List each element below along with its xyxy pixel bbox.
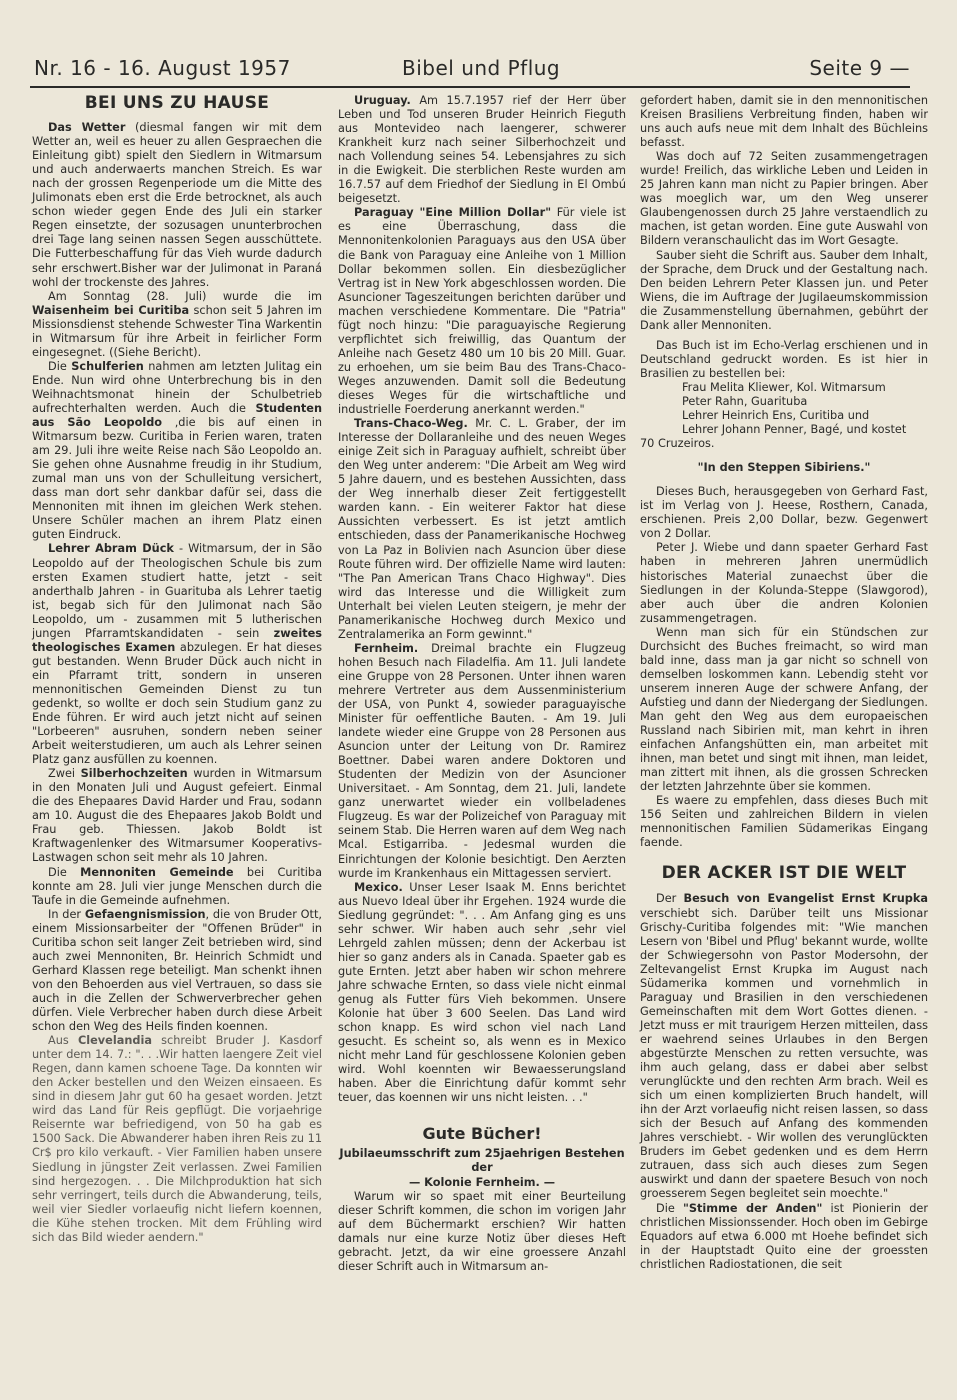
article-steppen-p3: Wenn man sich für ein Stündschen zur Durchsicht des Buches freimacht, so wird man bald inne, dass man ja gar nicht so schnell von demselben loskommen kann. Lebendig steht vor unserem inneren Auge der schwere Anfang, der Aufstieg und dann der Niedergang der Siedlungen. Man geht den Weg aus dem europaeischen Russland nach Sibirien mit, man kehrt in ihren einfachen Anfangshütten ein, man arbeitet mit ihnen, man betet und singt mit ihnen, man leidet, man zittert mit ihnen, als die grossen Schrecken der letzten Jahrzehnte über sie kommen. xyxy=(640,625,928,794)
article-jubilaeumsschrift: Warum wir so spaet mit einer Beurteilung dieser Schrift kommen, die schon im vorigen Jahr auf dem Büchermarkt erschien? Wir hatten damals nur eine kurze Notiz über dieses Heft gebracht. Jetzt, da wir eine groessere Anzahl dieser Schrift auch in Witmarsum an- xyxy=(338,1189,626,1273)
article-jubilaeum-cont: gefordert haben, damit sie in den mennonitischen Kreisen Brasiliens Verbreitung finden, haben wir uns auch aufs neue mit dem Inhalt des Büchleins befasst. xyxy=(640,94,928,150)
article-steppen-p2: Peter J. Wiebe und dann spaeter Gerhard Fast haben in mehreren Jahren unermüdlich historisches Material zunaechst über die Siedlungen in der Kolunda-Steppe (Slawgorod), aber auch über die andren Kolonien zusammengetragen. xyxy=(640,541,928,625)
column-2 xyxy=(338,94,626,1274)
article-wetter: Das Wetter (diesmal fangen wir mit dem Wetter an, weil es heuer zu allen Gespraechen die Einleitung gibt) spielt den Siedlern in Witmarsum und auch anderwaerts manchen Streich. Es war nach der grossen Regenperiode um die Mitte des Julimonats eben erst die Erde betrocknet, als auch schon wieder gegen Ende des Juli ein starker Regen einsetzte, der sozusagen ununterbrochen drei Tage lang seinen nassen Segen ausschüttete. Die Futterbeschaffung für das Vieh wurde dadurch sehr erschwert.Bisher war der Julimonat in Paraná wohl der trockenste des Jahres. xyxy=(32,121,322,289)
article-steppen-p1: Dieses Buch, herausgegeben von Gerhard Fast, ist im Verlag von J. Heese, Rosthern, Canada, erschienen. Preis 2,00 Dollar, bezw. Gegenwert von 2 Dollar. xyxy=(640,485,928,541)
article-paraguay-million: Paraguay "Eine Million Dollar" Für viele ist es eine Überraschung, dass die Mennonitenkolonien Paraguays aus den USA über die Bank von Paraguay eine Anleihe von 1 Million Dollar bekommen sollen. Ein diesbezüglicher Vertrag ist in New York abgeschlossen worden. Die Asuncioner Tageszeitungen berichten darüber und machen verschiedene Kommentare. Die "Patria" fügt noch hinzu: "Die paraguayische Regierung verpflichtet sich freiwillig, das Quantum der Anleihe nach Gesetz 480 um 10 bis 20 Mill. Guar. zu erhoehen, um sie beim Bau des Trans-Chaco-Weges anzuwenden. Damit soll die Bedeutung dieses Weges für die wirtschaftliche und industrielle Foerderung anerkannt werden." xyxy=(338,206,626,417)
article-uruguay: Uruguay. Am 15.7.1957 rief der Herr über Leben und Tod unseren Bruder Heinrich Fieguth aus Montevideo nach laengerer, schwerer Krankheit kurz nach seiner Silberhochzeit und nach Vollendung seines 54. Lebensjahres zu sich in die Ewigkeit. Die sterblichen Reste wurden am 16.7.57 auf dem Friedhof der Siedlung in El Ombú beigesetzt. xyxy=(338,94,626,206)
article-krupka: Der Besuch von Evangelist Ernst Krupka verschiebt sich. Darüber teilt uns Missionar Grischy-Curitiba folgendes mit: "Wie manchen Lesern von 'Bibel und Pflug' bekannt wurde, wollte der Schwiegersohn von Pastor Modersohn, der Zeltevangelist Ernst Krupka im August nach Südamerika kommen und vornehmlich in Paraguay und Brasilien in den verschiedenen Gemeinschaften mit dem Wort Gottes dienen. - Jetzt muss er mit traurigem Herzen mitteilen, dass er waehrend seines Urlaubes in den Bergen abgestürzte Menschen zu retten versuchte, was ihm auch gelang, dass er dabei aber selbst verunglückte und den rechten Arm brach. Weil es sich um einen komplizierten Bruch handelt, will ihn der Arzt vorlaeufig nicht reisen lassen, so dass sich der Besuch auf Anfang des kommenden Jahres verschiebt. - Wir wollen des verunglückten Bruders im Gebet gedenken und es dem Herrn zutrauen, dass sich auch dieses zum Segen auswirkt und dann der spaetere Besuch von noch groesserem Segen begleitet sein moechte." xyxy=(640,892,928,1201)
order-price: 70 Cruzeiros. xyxy=(640,437,715,451)
running-head xyxy=(30,56,910,86)
header-rule xyxy=(30,86,910,88)
book-title-steppen: "In den Steppen Sibiriens." xyxy=(697,461,871,475)
article-silberhochzeiten: Zwei Silberhochzeiten wurden in Witmarsum in den Monaten Juli und August gefeiert. Einmal die des Ehepaares David Harder und Frau, sodann am 10. August die des Ehepaares Jakob Boldt und Frau geb. Thiessen. Jakob Boldt ist Kraftwagenlenker des Witmarsumer Kooperativs-Lastwagen schon seit mehr als 10 Jahren. xyxy=(32,767,322,865)
article-lehrer-dueck: Lehrer Abram Dück - Witmarsum, der in São Leopoldo auf der Theologischen Schule bis zum ersten Examen studiert hatte, jetzt - seit anderthalb Jahren - in Guarituba als Lehrer taetig ist, begab sich für den Julimonat nach São Leopoldo, um - zusammen mit 5 lutherischen jungen Pfarramtskandidaten - sein zweites theologisches Examen abzulegen. Er hat dieses gut bestanden. Wenn Bruder Dück auch nicht in ein Pfarramt tritt, sondern in unseren mennonitischen Gemeinden Dienst zu tun gedenkt, so wollte er doch sein Studium ganz zu Ende führen. Er wird auch jetzt nicht auf seinen "Lorbeeren" ausruhen, sondern neben seiner Arbeit weiterstudieren, um auch als Lehrer seinen Platz ganz ausfüllen zu koennen. xyxy=(32,542,323,767)
article-trans-chaco: Trans-Chaco-Weg. Mr. C. L. Graber, der im Interesse der Dollaranleihe und des neuen Weges einige Zeit sich in Paraguay aufhielt, schreibt über den Weg unter anderem: "Die Arbeit am Weg wird 5 Jahre dauern, und es bestehen Aussichten, dass der Weg innerhalb dieser Zeit fertiggestellt warden kann. - Ein weiterer Faktor hat diese Aussichten verbessert. Es ist jetzt amtlich entschieden, dass der Panamerikanische Hochweg von La Paz in Bolivien nach Asuncion über diese Route führen wird. Der offizielle Name wird lauten: "The Pan American Trans Chaco Highway". Dies wird das Interesse und die Willigkeit zum Unterhalt bei vielen Leuten steigern, je mehr der Panamerikanische Hochweg durch Mexico und Zentralamerika an Form gewinnt." xyxy=(338,417,626,641)
column-3 xyxy=(640,94,928,1272)
order-address-3: Lehrer Heinrich Ens, Curitiba und xyxy=(682,409,870,423)
article-jubilaeum-p2: Was doch auf 72 Seiten zusammengetragen wurde! Freilich, das wirkliche Leben und Leiden in 25 Jahren kann man nicht zu Papier bringen. Aber was moeglich war, um den Weg unserer Glaubengenossen durch 25 Jahre verstaendlich zu machen, ist getan worden. Eine gute Auswahl von Bildern veranschaulicht das im Wort Gesagte. xyxy=(640,150,928,248)
article-mexico: Mexico. Unser Leser Isaak M. Enns berichtet aus Nuevo Ideal über ihr Ergehen. 1924 wurde die Siedlung gegründet: ". . . Am Anfang ging es uns sehr schwer. Wir haben auch sehr ,sehr viel Lehrgeld zahlen müssen; denn der Ackerbau ist hier so ganz anders als in Canada. Spaeter gab es gute Ernten. Jetzt aber haben wir schon mehrere Jahre schwache Ernten, so dass viele nicht einmal genug als Futter fürs Vieh bekommen. Unsere Kolonie hat über 3 600 Seelen. Das Land wird schon knapp. Es wird schon viel nach Land gesucht. Es scheint so, als wenn es in Mexico nicht mehr Land für geschlossene Kolonien geben wird. Wohl koennten wir Bewaesserungsland haben. Aber die Einrichtung dafür kommt sehr teuer, das koennen wir uns nicht leisten. . ." xyxy=(338,880,626,1105)
article-clevelandia: Aus Clevelandia schreibt Bruder J. Kasdorf unter dem 14. 7.: ". . .Wir hatten laengere Zeit viel Regen, dann kamen schoene Tage. Da konnten wir den Acker bestellen und den Weizen einsaeen. Es sind in diesem Jahr gut 60 ha gesaet worden. Jetzt wird das Land für Reis gepflügt. Die vorjaehrige Reisernte war befriedigend, von 50 ha gab es 1500 Sack. Die Abwanderer haben ihren Reis zu 11 Cr$ pro kilo verkauft. - Vier Familien haben unsere Siedlung in jüngster Zeit verlassen. Zwei Familien sind hergezogen. . . Die Milchproduktion hat sich sehr verringert, teils durch die Abwanderung, teils, weil vier Siedler vorlaeufig nicht liefern koennen, die Kühe stehen trocken. Mit dem Frühling wird sich das Bild wieder aendern." xyxy=(32,1034,322,1244)
article-gemeinde: Die Mennoniten Gemeinde bei Curitiba konnte am 28. Juli vier junge Menschen durch die Taufe in die Gemeinde aufnehmen. xyxy=(32,865,322,907)
issue-date: Nr. 16 - 16. August 1957 xyxy=(34,56,291,80)
section-title-gute-buecher: Gute Bücher! xyxy=(422,1124,542,1144)
article-waisenheim: Am Sonntag (28. Juli) wurde die im Waisenheim bei Curitiba schon seit 5 Jahren im Missionsdienst stehende Schwester Tina Warkentin in Witmarsum für ihre Arbeit in feirlicher Form eingesegnet. ((Siehe Bericht). xyxy=(32,289,322,359)
order-address-1: Frau Melita Kliewer, Kol. Witmarsum xyxy=(682,380,886,394)
book-subtitle-1: Jubilaeumsschrift zum 25jaehrigen Bestehen der xyxy=(339,1147,625,1175)
column-1 xyxy=(32,94,322,1245)
article-fernheim: Fernheim. Dreimal brachte ein Flugzeug hohen Besuch nach Filadelfia. Am 11. Juli landete eine Gruppe von 28 Personen. Unter ihnen waren mehrere Vertreter aus dem Aussenministerium der USA, von Punkt 4, sowieder paraguayische Minister für oeffentliche Bauten. - Am 19. Juli landete wieder eine Gruppe von 28 Personen aus Asuncion unter der Leitung von Dr. Ramirez Boettner. Dabei waren andere Doktoren und Studenten der Medizin von der Asuncioner Universitaet. - Am Sonntag, dem 21. Juli, landete ganz unerwartet wieder ein vollbeladenes Flugzeug. Es war der Polizeichef von Paraguay mit seinem Stab. Die Herren waren auf dem Weg nach Mcal. Estigarriba. - Jedesmal wurden die Einrichtungen der Kolonie besichtigt. Den Aerzten wurde im Krankenhaus ein Mittagessen serviert. xyxy=(338,641,626,880)
article-steppen-p4: Es waere zu empfehlen, dass dieses Buch mit 156 Seiten und zahlreichen Bildern in vielen mennonitischen Familien Südamerikas Eingang faende. xyxy=(640,794,928,850)
article-gefaengnismission: In der Gefaengnismission, die von Bruder Ott, einem Missionsarbeiter der "Offenen Brüder" in Curitiba schon seit langer Zeit betrieben wird, sind auch zwei Mennoniten, Br. Heinrich Schmidt und Gerhard Klassen rege beteiligt. Man schenkt ihnen von den Behoerden aus viel Vertrauen, so dass sie auch in die Zellen der Schwerverbrecher gehen dürfen. Viele Verbrecher haben durch diese Arbeit schon den Weg des Heils finden koennen. xyxy=(32,907,322,1034)
section-title-acker: DER ACKER IST DIE WELT xyxy=(661,863,907,884)
section-title-bei-uns-zu-hause: BEI UNS ZU HAUSE xyxy=(84,93,270,113)
article-jubilaeum-p4: Das Buch ist im Echo-Verlag erschienen und in Deutschland gedruckt worden. Es ist hier in Brasilien zu bestellen bei: xyxy=(640,338,928,380)
article-stimme-der-anden: Die "Stimme der Anden" ist Pionierin der christlichen Missionssender. Hoch oben im Gebirge Equadors auf etwa 6.000 mt Hoehe befindet sich in der Hauptstadt Quito eine der groessten christlichen Radiostationen, die seit xyxy=(640,1201,928,1271)
page-number: Seite 9 — xyxy=(809,56,910,80)
newspaper-title: Bibel und Pflug xyxy=(402,56,561,80)
article-jubilaeum-p3: Sauber sieht die Schrift aus. Sauber dem Inhalt, der Sprache, dem Druck und der Gestaltung nach. Den beiden Lehrern Peter Klassen jun. und Peter Wiens, die im Auftrage der Jugilaeumskommission die Zusammenstellung übernahmen, gebührt der Dank aller Mennoniten. xyxy=(640,248,928,332)
order-address-4: Lehrer Johann Penner, Bagé, und kostet xyxy=(682,423,907,437)
order-address-2: Peter Rahn, Guarituba xyxy=(682,394,808,408)
book-subtitle-2: — Kolonie Fernheim. — xyxy=(408,1175,556,1189)
article-schulferien: Die Schulferien nahmen am letzten Julitag ein Ende. Nun wird ohne Unterbrechung bis in den Weihnachtsmonat hinein der Schulbetrieb aufrechterhalten werden. Auch die Studenten aus São Leopoldo ,die bis auf einen in Witmarsum bezw. Curitiba in Ferien waren, traten am 29. Juli ihre weite Reise nach São Leopoldo an. Sie gehen ohne Ausnahme freudig in ihr Studium, zumal man uns von der Schulleitung versichert, dass man dort sehr dankbar dafür sei, dass die Mennoniten mit ihnen im gleichen Werk stehen. Unsere Schüler machen an ihrem Platz einen guten Eindruck. xyxy=(32,359,323,542)
